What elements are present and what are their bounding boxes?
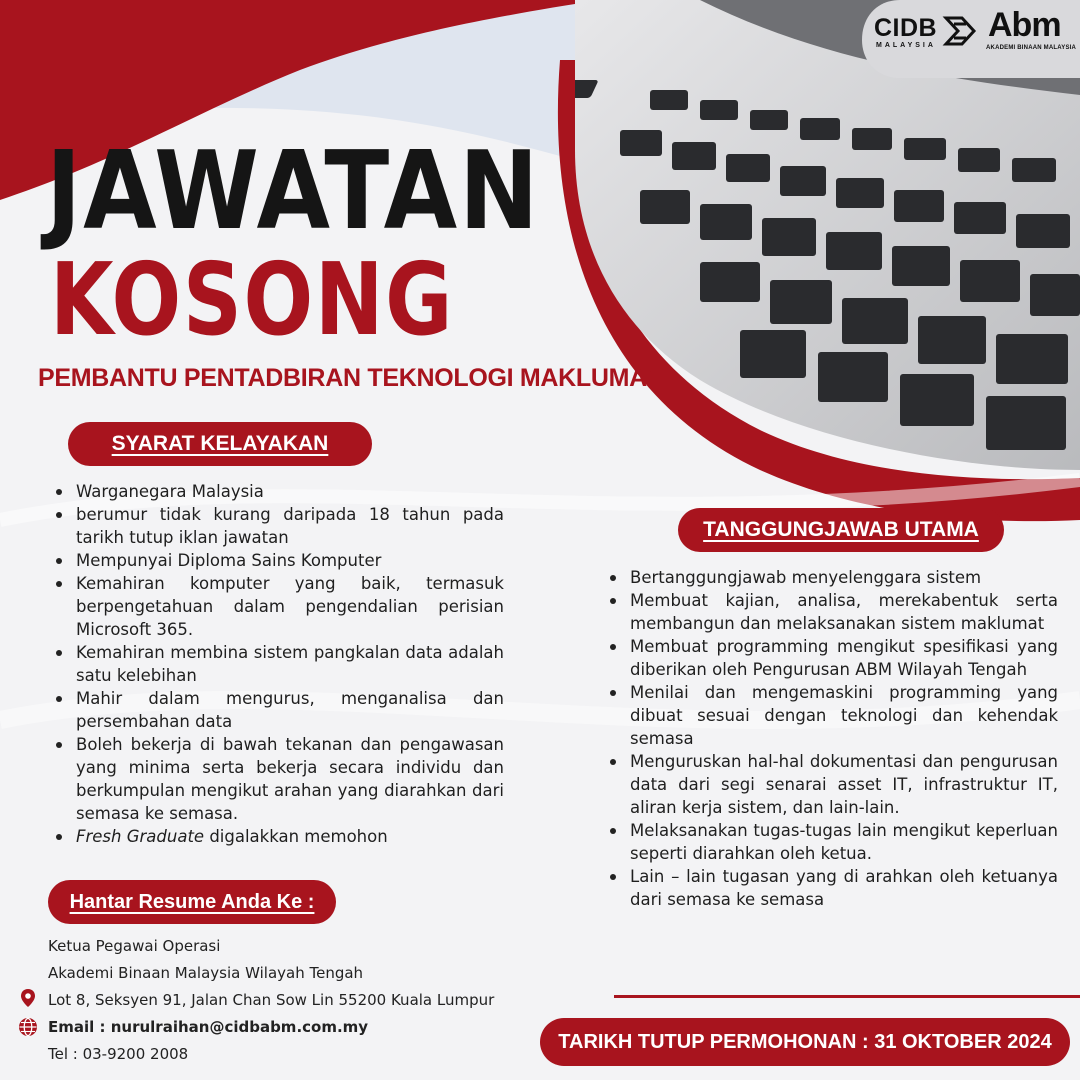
closing-date-pill <box>540 1018 1070 1066</box>
list-item: Melaksanakan tugas-tugas lain mengikut keperluan seperti diarahkan oleh ketua. <box>602 819 1058 865</box>
list-item: Membuat programming mengikut spesifikasi yang diberikan oleh Pengurusan ABM Wilayah Tengah <box>602 635 1058 681</box>
tanggungjawab-list <box>602 566 1058 911</box>
globe-icon <box>18 1017 38 1037</box>
list-item: Menguruskan hal-hal dokumentasi dan pengurusan data dari segi senarai asset IT, infrastruktur IT, aliran kerja sistem, dan lain-lain. <box>602 750 1058 819</box>
cidb-logo-subtext: MALAYSIA <box>876 42 936 49</box>
list-item: Bertanggungjawab menyelenggara sistem <box>602 566 1058 589</box>
list-item: Lain – lain tugasan yang di arahkan oleh ketuanya dari semasa ke semasa <box>602 865 1058 911</box>
closing-date: TARIKH TUTUP PERMOHONAN : 31 OKTOBER 2024 <box>558 1030 1052 1053</box>
tanggungjawab-heading-pill <box>678 508 1004 552</box>
headline-jawatan: JAWATAN <box>46 129 541 254</box>
contact-phone: Tel : 03-9200 2008 <box>48 1045 189 1063</box>
tanggungjawab-heading: TANGGUNGJAWAB UTAMA <box>703 518 979 541</box>
syarat-heading: SYARAT KELAYAKAN <box>111 432 329 455</box>
fresh-graduate-emphasis: Fresh Graduate <box>76 827 205 846</box>
contact-email[interactable]: Email : nurulraihan@cidbabm.com.my <box>48 1018 369 1036</box>
position-title: PEMBANTU PENTADBIRAN TEKNOLOGI MAKLUMAT <box>38 364 661 392</box>
list-item: Boleh bekerja di bawah tekanan dan pengawasan yang minima serta bekerja secara individu dan berkumpulan mengikut arahan yang diarahkan dari semasa ke semasa. <box>48 733 504 825</box>
fresh-graduate-rest: digalakkan memohon <box>204 827 388 846</box>
resume-heading: Hantar Resume Anda Ke : <box>69 890 315 913</box>
list-item: Membuat kajian, analisa, merekabentuk serta membangun dan melaksanakan sistem maklumat <box>602 589 1058 635</box>
list-item: Kemahiran komputer yang baik, termasuk berpengetahuan dalam pengendalian perisian Microsoft 365. <box>48 572 504 641</box>
list-item: Kemahiran membina sistem pangkalan data adalah satu kelebihan <box>48 641 504 687</box>
list-item: berumur tidak kurang daripada 18 tahun pada tarikh tutup iklan jawatan <box>48 503 504 549</box>
contact-recipient: Ketua Pegawai Operasi <box>48 937 221 955</box>
list-item: Warganegara Malaysia <box>48 480 504 503</box>
syarat-heading-pill <box>68 422 372 466</box>
headline-kosong: KOSONG <box>50 241 455 358</box>
contact-address: Lot 8, Seksyen 91, Jalan Chan Sow Lin 55200 Kuala Lumpur <box>48 991 495 1009</box>
cidb-mark-icon <box>940 16 980 46</box>
resume-heading-pill <box>48 880 336 924</box>
syarat-list <box>48 480 504 848</box>
list-item: Mahir dalam mengurus, menganalisa dan persembahan data <box>48 687 504 733</box>
list-item: Menilai dan mengemaskini programming yang dibuat sesuai dengan teknologi dan kehendak semasa <box>602 681 1058 750</box>
location-pin-icon <box>18 988 38 1008</box>
list-item: Mempunyai Diploma Sains Komputer <box>48 549 504 572</box>
abm-logo-text: Abm <box>988 6 1061 44</box>
cidb-logo-text: CIDB <box>874 14 938 42</box>
list-item <box>48 825 504 848</box>
divider-line <box>614 995 1080 998</box>
abm-logo-subtext: AKADEMI BINAAN MALAYSIA <box>986 45 1077 51</box>
contact-organisation: Akademi Binaan Malaysia Wilayah Tengah <box>48 964 364 982</box>
